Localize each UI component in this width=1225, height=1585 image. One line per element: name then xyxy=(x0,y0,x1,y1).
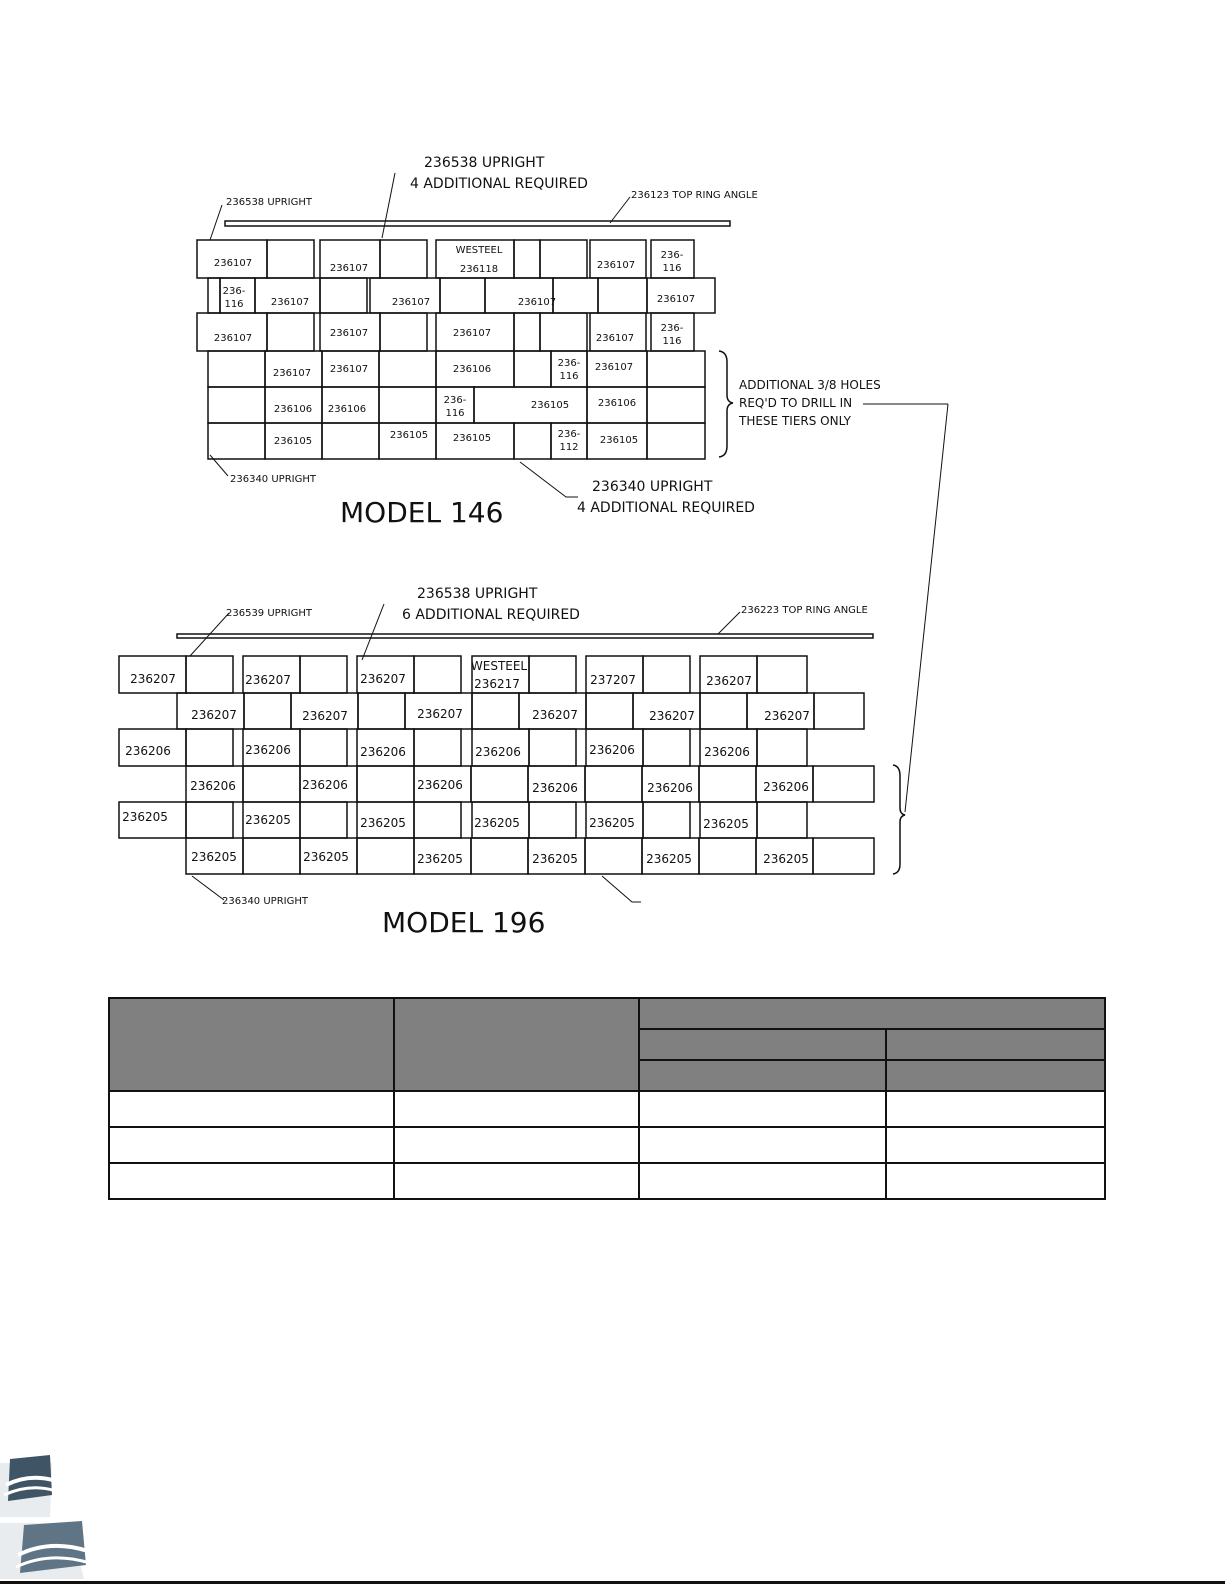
part-label: 236- xyxy=(557,358,581,369)
callout-upright-left-146: 236538 UPRIGHT xyxy=(226,197,312,208)
part-label: 236105 xyxy=(530,400,570,411)
part-label: 236106 xyxy=(327,404,367,415)
part-label: 236207 xyxy=(532,708,578,722)
part-label: 236206 xyxy=(125,744,171,758)
callout-bottom-add-146-l2: 4 ADDITIONAL REQUIRED xyxy=(577,500,755,516)
part-label: 236205 xyxy=(703,817,749,831)
part-label: WESTEEL xyxy=(470,659,528,673)
part-label: 236207 xyxy=(706,674,752,688)
part-label: 237207 xyxy=(590,673,636,687)
table-cell xyxy=(109,1163,394,1199)
part-label: 236107 xyxy=(595,333,635,344)
part-label: 236207 xyxy=(360,672,406,686)
part-label: 236106 xyxy=(597,398,637,409)
callout-upright-add-146-l1: 236538 UPRIGHT xyxy=(424,155,545,171)
part-label: 236207 xyxy=(130,672,176,686)
part-label: 236207 xyxy=(302,709,348,723)
part-label: 236- xyxy=(660,250,684,261)
table-cell xyxy=(639,1127,887,1163)
table-row xyxy=(109,1127,1105,1163)
brand-logo-mark xyxy=(0,1455,100,1583)
tier-brace-146 xyxy=(719,351,733,457)
spec-table xyxy=(108,997,1106,1200)
part-label: 236107 xyxy=(329,364,369,375)
part-label: 236105 xyxy=(389,430,429,441)
part-label: 236- xyxy=(557,429,581,440)
part-label: 236205 xyxy=(122,810,168,824)
page-bottom-rule xyxy=(0,1581,1225,1584)
part-label: 236107 xyxy=(656,294,696,305)
model-196-diagram xyxy=(119,586,905,939)
table-header-cell xyxy=(639,1060,887,1091)
table-header-cell xyxy=(639,1029,887,1060)
model-196-title: MODEL 196 xyxy=(382,906,546,939)
table-header-cell xyxy=(639,998,1105,1029)
part-label: 236206 xyxy=(360,745,406,759)
part-label: 236118 xyxy=(459,264,499,275)
part-label: 236206 xyxy=(763,780,809,794)
part-label: 236207 xyxy=(649,709,695,723)
part-label: 236207 xyxy=(245,673,291,687)
part-label: 236105 xyxy=(452,433,492,444)
part-label: 236205 xyxy=(191,850,237,864)
table-cell xyxy=(394,1163,639,1199)
table-header-cell xyxy=(886,1029,1105,1060)
part-label: 236107 xyxy=(213,258,253,269)
part-label: 236205 xyxy=(303,850,349,864)
part-label: 116 xyxy=(445,408,465,419)
part-label: 236207 xyxy=(191,708,237,722)
part-label: 116 xyxy=(662,336,682,347)
table-cell xyxy=(639,1163,887,1199)
callout-upright-add-196-l2: 6 ADDITIONAL REQUIRED xyxy=(402,607,580,623)
callout-top-ring-146: 236123 TOP RING ANGLE xyxy=(631,190,758,201)
part-label: 236206 xyxy=(302,778,348,792)
part-label: 236107 xyxy=(270,297,310,308)
table-cell xyxy=(886,1127,1105,1163)
part-label: 236- xyxy=(222,286,246,297)
callout-upright-add-196-l1: 236538 UPRIGHT xyxy=(417,586,538,602)
part-label: 236107 xyxy=(329,328,369,339)
callout-upright-left-196: 236539 UPRIGHT xyxy=(226,608,312,619)
callout-upright-add-146-l2: 4 ADDITIONAL REQUIRED xyxy=(410,176,588,192)
part-label: 236107 xyxy=(452,328,492,339)
part-label: 236- xyxy=(443,395,467,406)
part-label: 236205 xyxy=(245,813,291,827)
part-label: 236205 xyxy=(589,816,635,830)
table-cell xyxy=(394,1091,639,1127)
part-label: 116 xyxy=(662,263,682,274)
holes-note-line1: ADDITIONAL 3/8 HOLES xyxy=(739,378,881,392)
part-label: 236206 xyxy=(704,745,750,759)
part-label: 116 xyxy=(559,371,579,382)
part-label: 236207 xyxy=(764,709,810,723)
part-label: 236107 xyxy=(213,333,253,344)
table-cell xyxy=(639,1091,887,1127)
table-cell xyxy=(886,1163,1105,1199)
holes-note-line2: REQ'D TO DRILL IN xyxy=(739,396,853,410)
part-label: 236205 xyxy=(763,852,809,866)
tier-brace-196 xyxy=(893,765,905,874)
table-header-cell xyxy=(109,998,394,1091)
part-label: 236106 xyxy=(273,404,313,415)
part-label: 236205 xyxy=(532,852,578,866)
part-label: WESTEEL xyxy=(455,245,503,256)
part-label: 236206 xyxy=(475,745,521,759)
part-label: 236107 xyxy=(272,368,312,379)
part-label: 236106 xyxy=(452,364,492,375)
part-label: 236107 xyxy=(329,263,369,274)
holes-note-line3: THESE TIERS ONLY xyxy=(739,414,852,428)
part-label: 236206 xyxy=(190,779,236,793)
part-label: 236205 xyxy=(360,816,406,830)
part-label: 236- xyxy=(660,323,684,334)
part-label: 236105 xyxy=(599,435,639,446)
part-label: 236107 xyxy=(596,260,636,271)
table-row xyxy=(109,1091,1105,1127)
callout-bottom-upright-146: 236340 UPRIGHT xyxy=(230,474,316,485)
part-label: 236206 xyxy=(589,743,635,757)
part-label: 236206 xyxy=(417,778,463,792)
part-label: 236107 xyxy=(517,297,557,308)
table-header-cell xyxy=(886,1060,1105,1091)
part-label: 236205 xyxy=(417,852,463,866)
part-label: 236217 xyxy=(474,677,520,691)
callout-bottom-add-146-l1: 236340 UPRIGHT xyxy=(592,479,713,495)
callout-top-ring-196: 236223 TOP RING ANGLE xyxy=(741,605,868,616)
table-row xyxy=(109,1163,1105,1199)
callout-bottom-upright-196: 236340 UPRIGHT xyxy=(222,896,308,907)
table-header-cell xyxy=(394,998,639,1091)
top-ring-angle-146 xyxy=(225,221,730,226)
part-label: 236206 xyxy=(532,781,578,795)
part-label: 236205 xyxy=(474,816,520,830)
part-label: 236205 xyxy=(646,852,692,866)
part-label: 236206 xyxy=(245,743,291,757)
table-cell xyxy=(109,1127,394,1163)
part-label: 236105 xyxy=(273,436,313,447)
part-label: 236206 xyxy=(647,781,693,795)
part-label: 236107 xyxy=(594,362,634,373)
part-label: 112 xyxy=(559,442,579,453)
model-146-title: MODEL 146 xyxy=(340,496,504,529)
table-cell xyxy=(109,1091,394,1127)
part-label: 116 xyxy=(224,299,244,310)
table-cell xyxy=(394,1127,639,1163)
top-ring-angle-196 xyxy=(177,634,873,638)
part-label: 236107 xyxy=(391,297,431,308)
table-cell xyxy=(886,1091,1105,1127)
part-label: 236207 xyxy=(417,707,463,721)
